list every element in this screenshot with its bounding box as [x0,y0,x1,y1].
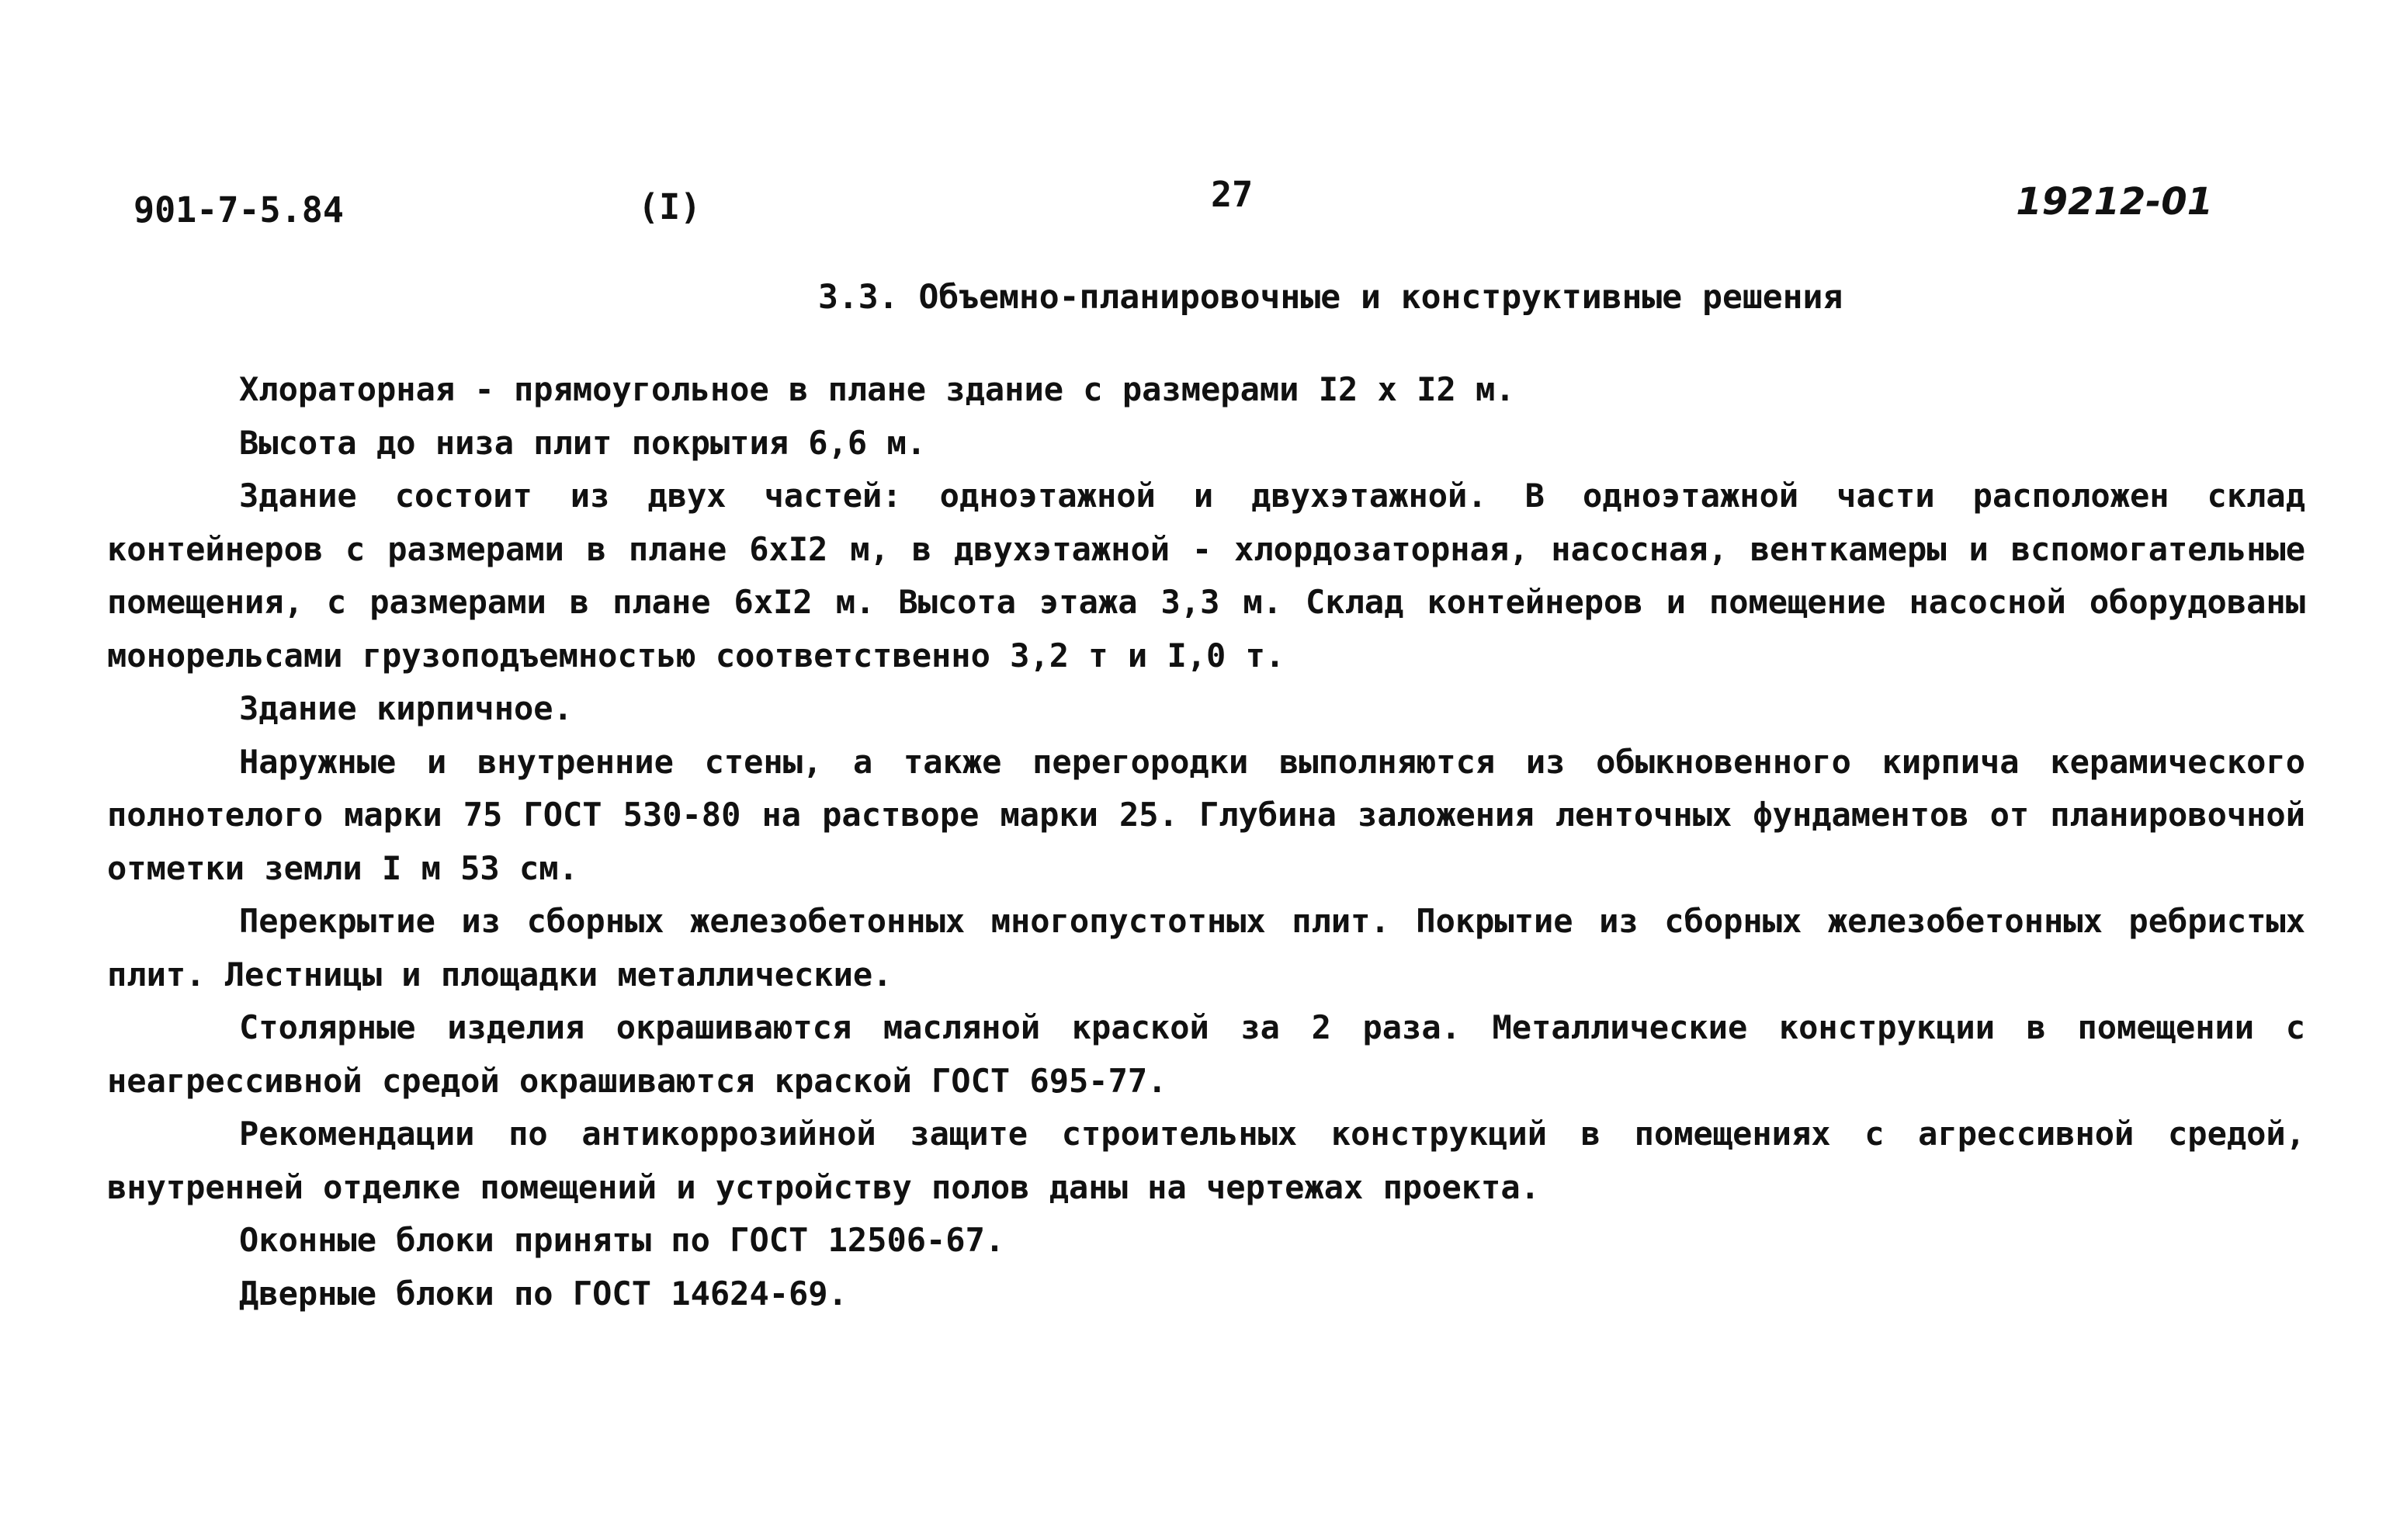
paragraph: Рекомендации по антикоррозийной защите строительных конструкций в помещениях с агрессивной средой, внутренней отделке помещений и устройству полов даны на чертежах проекта. [107,1115,2305,1206]
paragraph: Высота до низа плит покрытия 6,6 м. [239,423,927,462]
document-number: 19212-01 [2016,180,2213,224]
paragraph: Здание кирпичное. [239,689,573,727]
paragraph: Наружные и внутренние стены, а также перегородки выполняются из обыкновенного кирпича керамического полнотелого марки 75 ГОСТ 530-80 на растворе марки 25. Глубина заложения ленточных фундаментов от планировочной отметки земли I м 53 см. [107,742,2305,887]
document-code: 901-7-5.84 [134,189,344,231]
section-title: 3.3. Объемно-планировочные и конструктивные решения [818,278,1843,317]
document-part: (I) [638,186,702,227]
paragraph: Здание состоит из двух частей: одноэтажной и двухэтажной. В одноэтажной части расположен склад контейнеров с размерами в плане 6xI2 м, в двухэтажной - хлордозаторная, насосная, венткамеры и вспомогательные помещения, с размерами в плане 6xI2 м. Высота этажа 3,3 м. Склад контейнеров и помещение насосной оборудованы монорельсами грузоподъемностью соответственно 3,2 т и I,0 т. [107,477,2305,675]
paragraph: Столярные изделия окрашиваются масляной краской за 2 раза. Металлические конструкции в помещении с неагрессивной средой окрашиваются краской ГОСТ 695-77. [107,1008,2305,1100]
paragraph: Оконные блоки приняты по ГОСТ 12506-67. [239,1221,1005,1259]
section-body [107,363,2305,1320]
paragraph: Перекрытие из сборных железобетонных многопустотных плит. Покрытие из сборных железобетонных ребристых плит. Лестницы и площадки металлические. [107,902,2305,994]
page-number: 27 [1211,174,1254,215]
paragraph: Дверные блоки по ГОСТ 14624-69. [239,1274,848,1313]
paragraph: Хлораторная - прямоугольное в плане здание с размерами I2 x I2 м. [239,370,1515,408]
